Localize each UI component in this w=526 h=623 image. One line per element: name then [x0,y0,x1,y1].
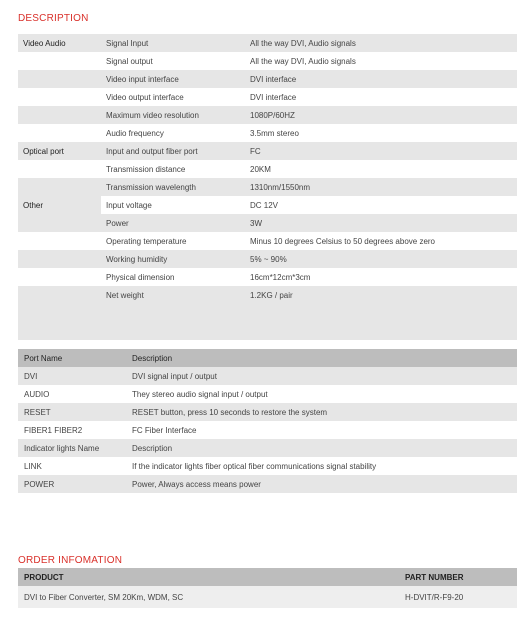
port-description: They stereo audio signal input / output [126,385,517,403]
spec-parameter: Video input interface [101,70,245,88]
spec-category [18,70,101,88]
spec-category [18,268,101,286]
spec-row [18,106,517,124]
spec-parameter: Operating temperature [101,232,245,250]
spec-category [18,250,101,268]
description-title: DESCRIPTION [18,13,89,24]
spec-category [18,124,101,142]
spec-row [18,214,517,232]
port-row [18,403,517,421]
part-number: H-DVIT/R-F9-20 [405,586,517,608]
order-table [18,568,517,608]
spec-category [18,232,101,250]
spec-row [18,142,517,160]
port-description: Description [126,439,517,457]
specification-table [18,34,517,340]
spec-parameter: Signal Input [101,34,245,52]
port-row [18,385,517,403]
port-row [18,457,517,475]
port-row [18,367,517,385]
spec-parameter: Audio frequency [101,124,245,142]
spec-value: Minus 10 degrees Celsius to 50 degrees above zero [245,232,517,250]
product-name: DVI to Fiber Converter, SM 20Km, WDM, SC [18,586,405,608]
spec-category [18,88,101,106]
port-table [18,349,517,493]
spec-parameter: Transmission wavelength [101,178,245,196]
port-name: FIBER1 FIBER2 [18,421,126,439]
port-description: Power, Always access means power [126,475,517,493]
spec-category [18,160,101,178]
spec-parameter: Power [101,214,245,232]
part-number-header: PART NUMBER [405,568,517,586]
spec-value: All the way DVI, Audio signals [245,52,517,70]
port-name: RESET [18,403,126,421]
port-description: If the indicator lights fiber optical fiber communications signal stability [126,457,517,475]
spec-parameter: Video output interface [101,88,245,106]
spec-row [18,88,517,106]
port-name: AUDIO [18,385,126,403]
spec-table-footer-cell [18,304,517,340]
spec-value: 3W [245,214,517,232]
order-table-header [18,568,517,586]
port-name: LINK [18,457,126,475]
spec-category [18,286,101,304]
spec-value: 1310nm/1550nm [245,178,517,196]
spec-parameter: Working humidity [101,250,245,268]
port-name: Indicator lights Name [18,439,126,457]
spec-value: DVI interface [245,70,517,88]
port-name: DVI [18,367,126,385]
spec-parameter: Input voltage [101,196,245,214]
port-row [18,439,517,457]
spec-category: Optical port [18,142,101,160]
spec-parameter: Signal output [101,52,245,70]
spec-table-footer [18,304,517,340]
product-header: PRODUCT [18,568,405,586]
spec-value: FC [245,142,517,160]
spec-parameter: Input and output fiber port [101,142,245,160]
spec-value: 20KM [245,160,517,178]
spec-parameter: Transmission distance [101,160,245,178]
spec-row [18,268,517,286]
spec-parameter: Maximum video resolution [101,106,245,124]
spec-row [18,34,517,52]
spec-row [18,52,517,70]
spec-row [18,196,517,214]
spec-category [18,106,101,124]
spec-value: DC 12V [245,196,517,214]
spec-value: 5% ~ 90% [245,250,517,268]
spec-row [18,286,517,304]
spec-value: 3.5mm stereo [245,124,517,142]
spec-parameter: Physical dimension [101,268,245,286]
spec-row [18,70,517,88]
port-description: FC Fiber Interface [126,421,517,439]
spec-category [18,214,101,232]
port-row [18,421,517,439]
port-name: POWER [18,475,126,493]
spec-value: All the way DVI, Audio signals [245,34,517,52]
spec-row [18,160,517,178]
port-row [18,475,517,493]
port-description-header: Description [126,349,517,367]
spec-parameter: Net weight [101,286,245,304]
spec-category [18,178,101,196]
spec-value: 1080P/60HZ [245,106,517,124]
spec-category: Other [18,196,101,214]
spec-value: DVI interface [245,88,517,106]
spec-row [18,178,517,196]
port-description: DVI signal input / output [126,367,517,385]
spec-value: 1.2KG / pair [245,286,517,304]
order-title: ORDER INFOMATION [18,555,123,566]
spec-row [18,232,517,250]
order-row [18,586,517,608]
spec-category [18,52,101,70]
spec-value: 16cm*12cm*3cm [245,268,517,286]
port-table-header [18,349,517,367]
spec-row [18,124,517,142]
port-description: RESET button, press 10 seconds to restore the system [126,403,517,421]
spec-category: Video Audio [18,34,101,52]
spec-row [18,250,517,268]
port-name-header: Port Name [18,349,126,367]
